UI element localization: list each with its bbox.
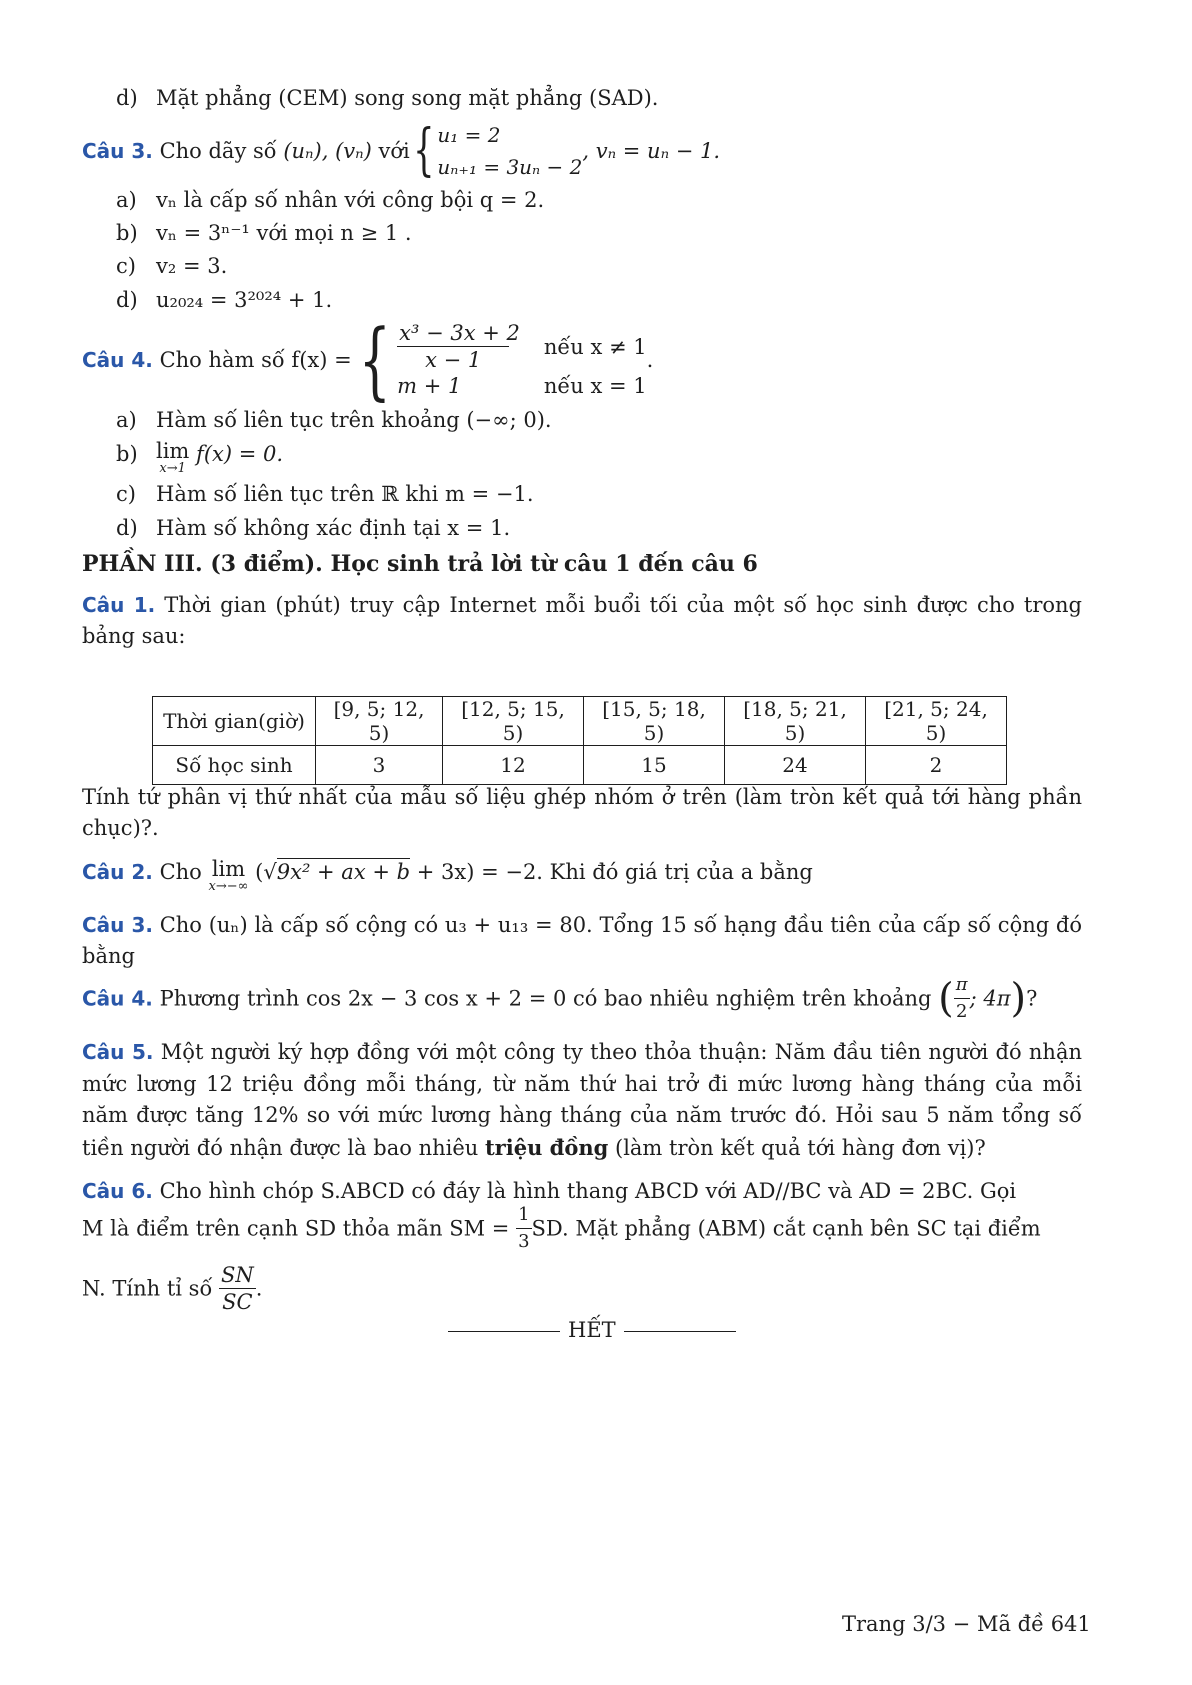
q4-option-d: d) Hàm số không xác định tại x = 1. <box>116 516 511 540</box>
page-footer: Trang 3/3 − Mã đề 641 <box>842 1612 1091 1636</box>
end-marker: HẾT <box>440 1316 744 1344</box>
data-table <box>152 696 1007 785</box>
table-row: Số học sinh 3 12 15 24 2 <box>153 746 1007 785</box>
q4-option-a: a) Hàm số liên tục trên khoảng (−∞; 0). <box>116 408 552 432</box>
q4-option-c: c) Hàm số liên tục trên ℝ khi m = −1. <box>116 482 534 506</box>
prev-item-d: d) Mặt phẳng (CEM) song song mặt phẳng (SAD). <box>116 86 659 110</box>
p3-question-6-line-2: M là điểm trên cạnh SD thỏa mãn SM = $\frac{1}{3}$ SD. Mặt phẳng (ABM) cắt cạnh bên SC tại điểm <box>82 1204 1041 1252</box>
question-label: Câu 1. <box>82 593 156 617</box>
recurrence-system: u₁ = 2 uₙ₊₁ = 3uₙ − 2 <box>437 123 583 179</box>
table-row: Thời gian(giờ) [9, 5; 12, 5) [12, 5; 15, 5) [15, 5; 18, 5) [18, 5; 21, 5) [21, 5; 24, 5) <box>153 697 1007 746</box>
p3-question-1: Câu 1. Thời gian (phút) truy cập Internet mỗi buổi tối của một số học sinh được cho trong bảng sau: <box>82 593 1082 648</box>
q3-option-d: d) u₂₀₂₄ = 3²⁰²⁴ + 1. <box>116 288 333 312</box>
question-label: Câu 4. <box>82 986 153 1011</box>
question-label: Câu 3. <box>82 139 153 163</box>
piecewise-cases: $\frac{\text{x³ − 3x + 2}}{x - 1}$ nếu x ≠ 1 m + 1 nếu x = 1 <box>397 321 647 398</box>
question-label: Câu 6. <box>82 1179 153 1203</box>
p3-question-4: Câu 4. Phương trình cos 2x − 3 cos x + 2 = 0 có bao nhiêu nghiệm trên khoảng ( $\frac{\pi}{2}$ ; 4π)? <box>82 974 1038 1022</box>
p3-question-3: Câu 3. Cho (uₙ) là cấp số cộng có u₃ + u₁₃ = 80. Tổng 15 số hạng đầu tiên của cấp số cộng đó bằng <box>82 913 1083 968</box>
p3-question-5: Câu 5. Một người ký hợp đồng với một công ty theo thỏa thuận: Năm đầu tiên người đó nhận mức lương 12 triệu đồng mỗi tháng, từ năm thứ hai trở đi mức lương hàng tháng của mỗi năm được tăng 12% so với mức lương hàng tháng của năm trước đó. Hỏi sau 5 năm tổng số tiền người đó nhận được là bao nhiêu triệu đồng (làm tròn kết quả tới hàng đơn vị)? <box>82 1040 1082 1160</box>
q4-option-b: b) lim x→1 f(x) = 0. <box>116 439 284 476</box>
q3-option-a: a) vₙ là cấp số nhân với công bội q = 2. <box>116 188 545 212</box>
q3-option-c: c) v₂ = 3. <box>116 254 228 278</box>
left-brace: { <box>412 118 435 183</box>
p3-question-6-line-1: Câu 6. Cho hình chóp S.ABCD có đáy là hình thang ABCD với AD//BC và AD = 2BC. Gọi <box>82 1179 1017 1203</box>
p3-question-1-task: Tính tứ phân vị thứ nhất của mẫu số liệu ghép nhóm ở trên (làm tròn kết quả tới hàng phần chục)?. <box>82 785 1082 840</box>
part-3-heading: PHẦN III. (3 điểm). Học sinh trả lời từ câu 1 đến câu 6 <box>82 551 758 577</box>
question-3-stem: Câu 3. Cho dãy số (uₙ), (vₙ) với{ u₁ = 2 uₙ₊₁ = 3uₙ − 2 , vₙ = uₙ − 1. <box>82 118 721 183</box>
q3-option-b: b) vₙ = 3ⁿ⁻¹ với mọi n ≥ 1 . <box>116 221 412 245</box>
question-label: Câu 5. <box>82 1040 154 1064</box>
question-label: Câu 3. <box>82 913 153 937</box>
p3-question-2: Câu 2. Cho lim x→−∞ (√9x² + ax + b + 3x) = −2. Khi đó giá trị của a bằng <box>82 857 813 894</box>
p3-question-6-line-3: N. Tính tỉ số $\frac{SN}{SC}$ . <box>82 1263 263 1314</box>
question-label: Câu 2. <box>82 860 153 884</box>
question-4-stem: Câu 4. Cho hàm số f(x) ={ $\frac{\text{x³ − 3x + 2}}{x - 1}$ nếu x ≠ 1 m + 1 nếu x = 1 . <box>82 311 654 409</box>
left-brace: { <box>358 311 391 409</box>
question-label: Câu 4. <box>82 348 153 372</box>
